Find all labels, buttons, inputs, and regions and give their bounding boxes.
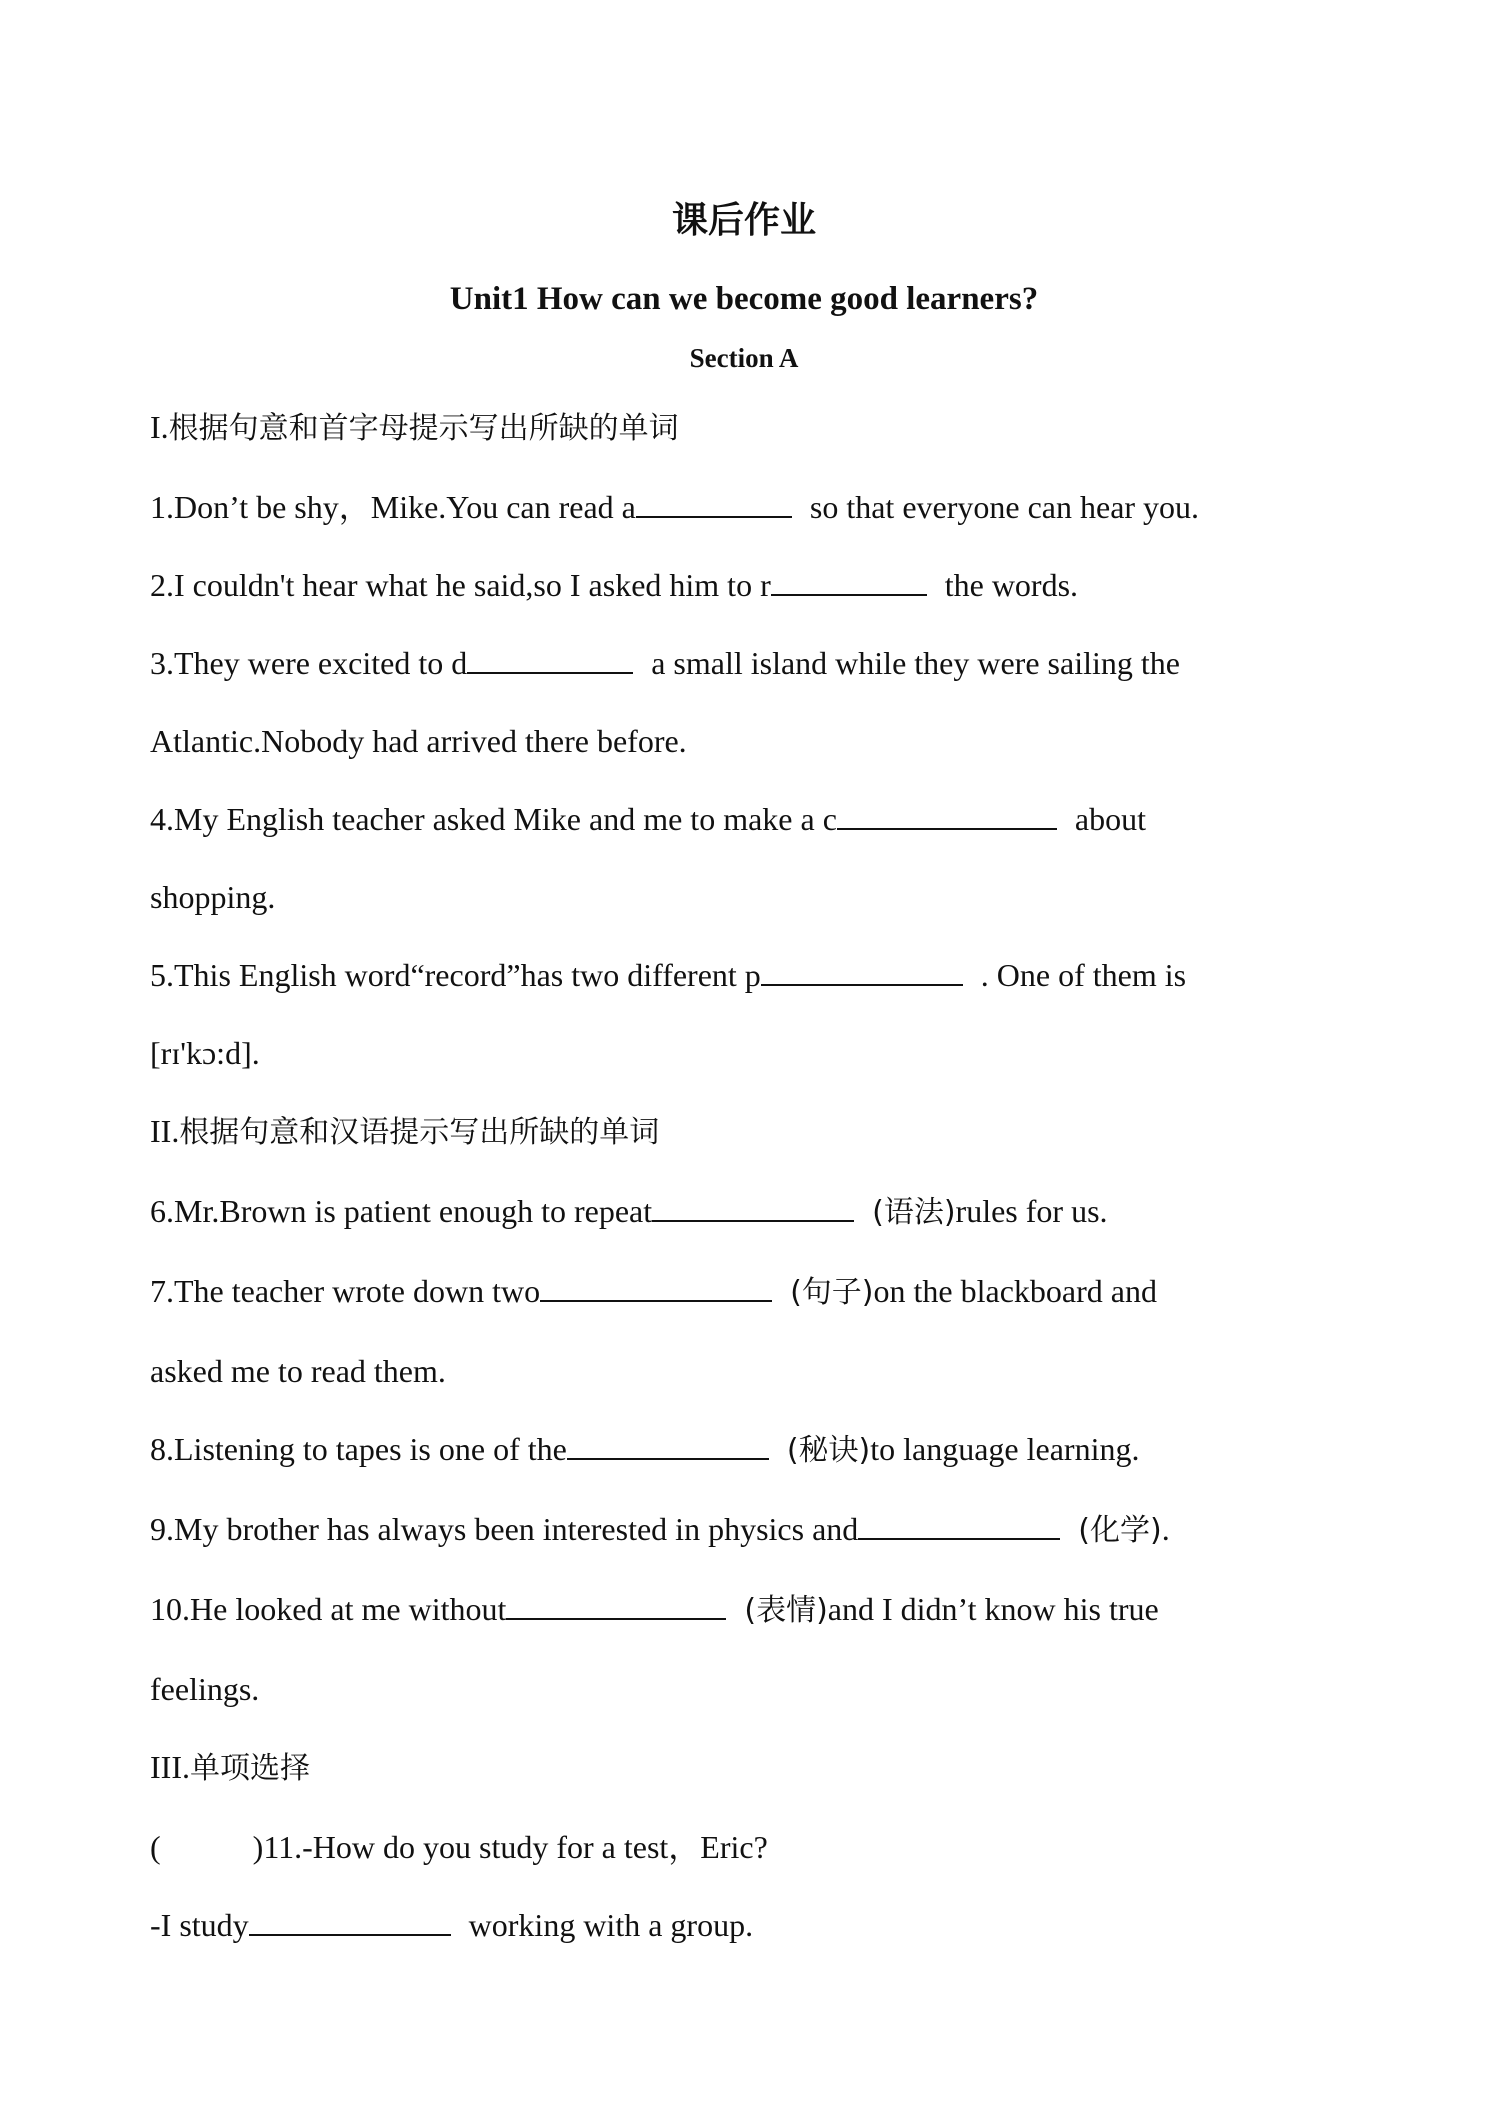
hint-9: (化学): [1078, 1513, 1162, 1548]
part2-heading: [150, 1092, 1275, 1172]
question-4: 4.My English teacher asked Mike and me to make a c about shopping.: [150, 801, 1146, 915]
part1-heading-text: 根据句意和首字母提示写出所缺的单词: [168, 411, 679, 446]
question-2: 2.I couldn't hear what he said,so I asked him to r the words.: [150, 567, 1079, 603]
worksheet-content: [150, 388, 1275, 1964]
question-3: 3.They were excited to d a small island while they were sailing the Atlantic.Nobody had arrived there before.: [150, 645, 1180, 759]
hint-6: (语法): [872, 1195, 956, 1230]
part1-heading-roman: I.: [150, 409, 169, 445]
question-7: 7.The teacher wrote down two (句子)on the blackboard and asked me to read them.: [150, 1273, 1157, 1389]
part3-heading-roman: III.: [150, 1749, 190, 1785]
part3-heading: [150, 1728, 1275, 1808]
question-8: 8.Listening to tapes is one of the (秘诀)to language learning.: [150, 1431, 1140, 1468]
answer-blank-10[interactable]: [506, 1594, 726, 1620]
answer-blank-3[interactable]: [467, 648, 633, 674]
answer-blank-5[interactable]: [761, 960, 963, 986]
page-title: 课后作业: [671, 200, 816, 241]
question-11-answer-line: -I study working with a group.: [150, 1907, 754, 1943]
part1-heading: [150, 388, 1275, 468]
answer-blank-4[interactable]: [837, 804, 1057, 830]
choice-paren-open: (: [150, 1829, 161, 1865]
question-1: 1.Don’t be shy，Mike.You can read a so that everyone can hear you.: [150, 489, 1200, 525]
answer-blank-11[interactable]: [249, 1910, 451, 1936]
part2-heading-text: 根据句意和汉语提示写出所缺的单词: [179, 1115, 660, 1150]
question-10: 10.He looked at me without (表情)and I didn’t know his true feelings.: [150, 1591, 1159, 1707]
question-9: 9.My brother has always been interested in physics and (化学).: [150, 1511, 1170, 1548]
unit-title: Unit1 How can we become good learners?: [449, 281, 1039, 317]
section-title: Section A: [689, 343, 799, 373]
answer-blank-9[interactable]: [858, 1514, 1060, 1540]
answer-blank-1[interactable]: [636, 492, 792, 518]
hint-8: (秘诀): [786, 1433, 871, 1468]
question-11: ( )11.-How do you study for a test，Eric?: [150, 1829, 768, 1865]
answer-blank-7[interactable]: [540, 1276, 772, 1302]
question-6: 6.Mr.Brown is patient enough to repeat (语法)rules for us.: [150, 1193, 1108, 1230]
hint-10: (表情): [744, 1593, 828, 1628]
hint-7: (句子): [790, 1275, 874, 1310]
answer-blank-8[interactable]: [567, 1434, 769, 1460]
part3-heading-text: 单项选择: [189, 1751, 310, 1786]
answer-blank-2[interactable]: [771, 570, 927, 596]
answer-blank-6[interactable]: [652, 1196, 854, 1222]
part2-heading-roman: II.: [150, 1113, 180, 1149]
question-5: 5.This English word“record”has two different p . One of them is [rɪ'kɔ:d].: [150, 957, 1187, 1071]
